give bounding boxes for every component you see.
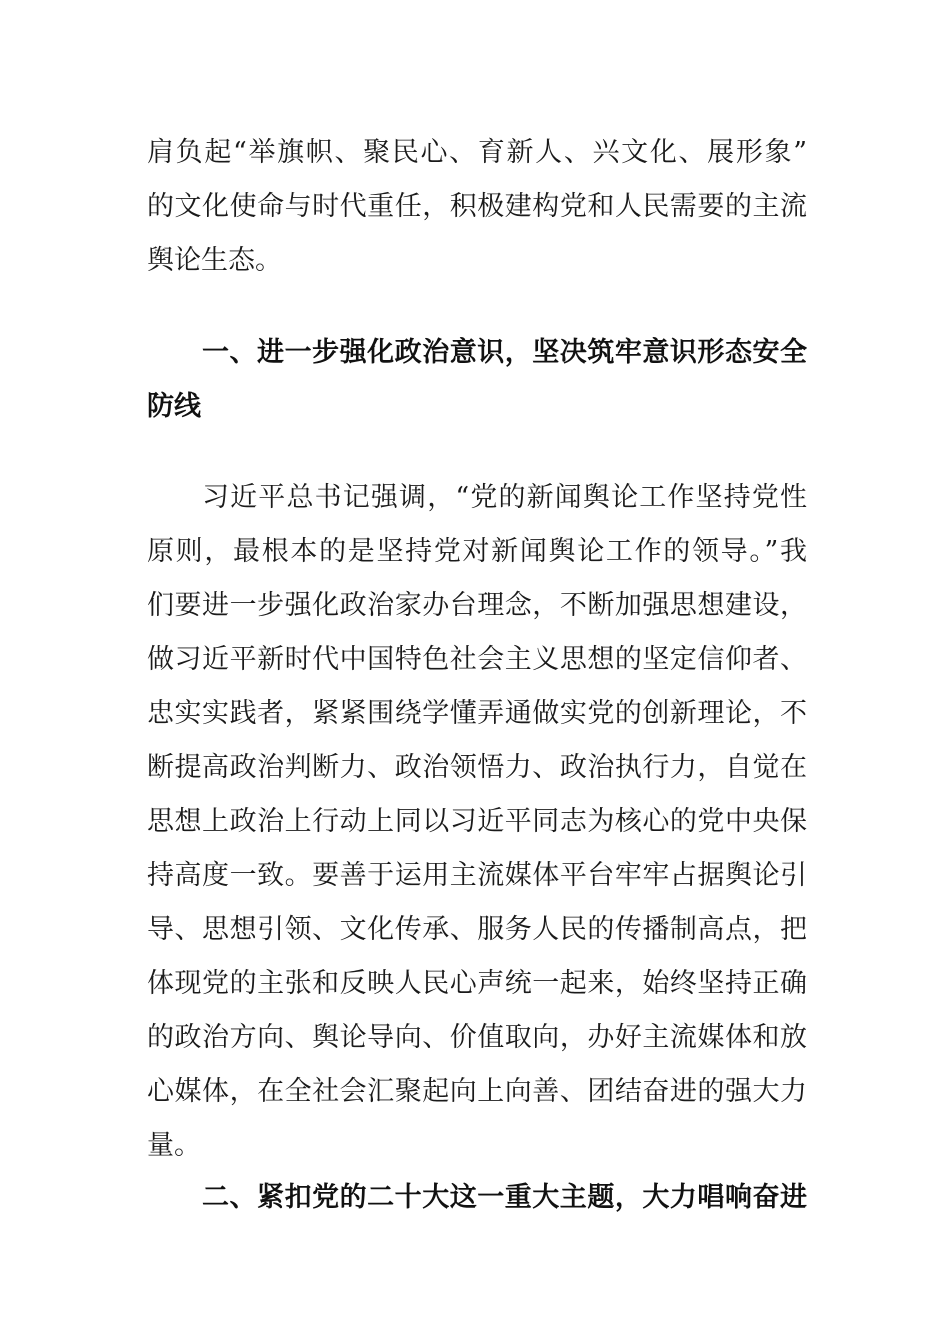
intro-paragraph	[147, 126, 807, 288]
paragraph-line: 做习近平新时代中国特色社会主义思想的坚定信仰者、	[147, 644, 807, 675]
heading-line: 二、紧扣党的二十大这一重大主题，大力唱响奋进	[202, 1182, 807, 1213]
heading-line: 防线	[147, 391, 201, 422]
paragraph-line: 原则，最根本的是坚持党对新闻舆论工作的领导。”我	[147, 536, 807, 567]
paragraph-line: 忠实实践者，紧紧围绕学懂弄通做实党的创新理论，不	[147, 698, 807, 729]
paragraph-line: 体现党的主张和反映人民心声统一起来，始终坚持正确	[147, 968, 807, 999]
paragraph-line: 导、思想引领、文化传承、服务人民的传播制高点，把	[147, 914, 807, 945]
paragraph-line: 持高度一致。要善于运用主流媒体平台牢牢占据舆论引	[147, 860, 807, 891]
paragraph-line: 思想上政治上行动上同以习近平同志为核心的党中央保	[147, 806, 807, 837]
section-2-heading	[147, 1171, 807, 1225]
paragraph-line: 们要进一步强化政治家办台理念，不断加强思想建设，	[147, 590, 807, 621]
paragraph-line: 的文化使命与时代重任，积极建构党和人民需要的主流	[147, 191, 807, 222]
paragraph-line: 断提高政治判断力、政治领悟力、政治执行力，自觉在	[147, 752, 807, 783]
paragraph-line: 习近平总书记强调，“党的新闻舆论工作坚持党性	[202, 482, 807, 513]
heading-line: 一、进一步强化政治意识，坚决筑牢意识形态安全	[202, 337, 807, 368]
paragraph-line: 肩负起“举旗帜、聚民心、育新人、兴文化、展形象”	[147, 137, 807, 168]
section-1-heading	[147, 326, 807, 434]
paragraph-line: 的政治方向、舆论导向、价值取向，办好主流媒体和放	[147, 1022, 807, 1053]
section-1-body	[147, 471, 807, 1173]
paragraph-line: 舆论生态。	[147, 245, 282, 276]
paragraph-line: 心媒体，在全社会汇聚起向上向善、团结奋进的强大力	[147, 1076, 807, 1107]
paragraph-line: 量。	[147, 1130, 201, 1161]
